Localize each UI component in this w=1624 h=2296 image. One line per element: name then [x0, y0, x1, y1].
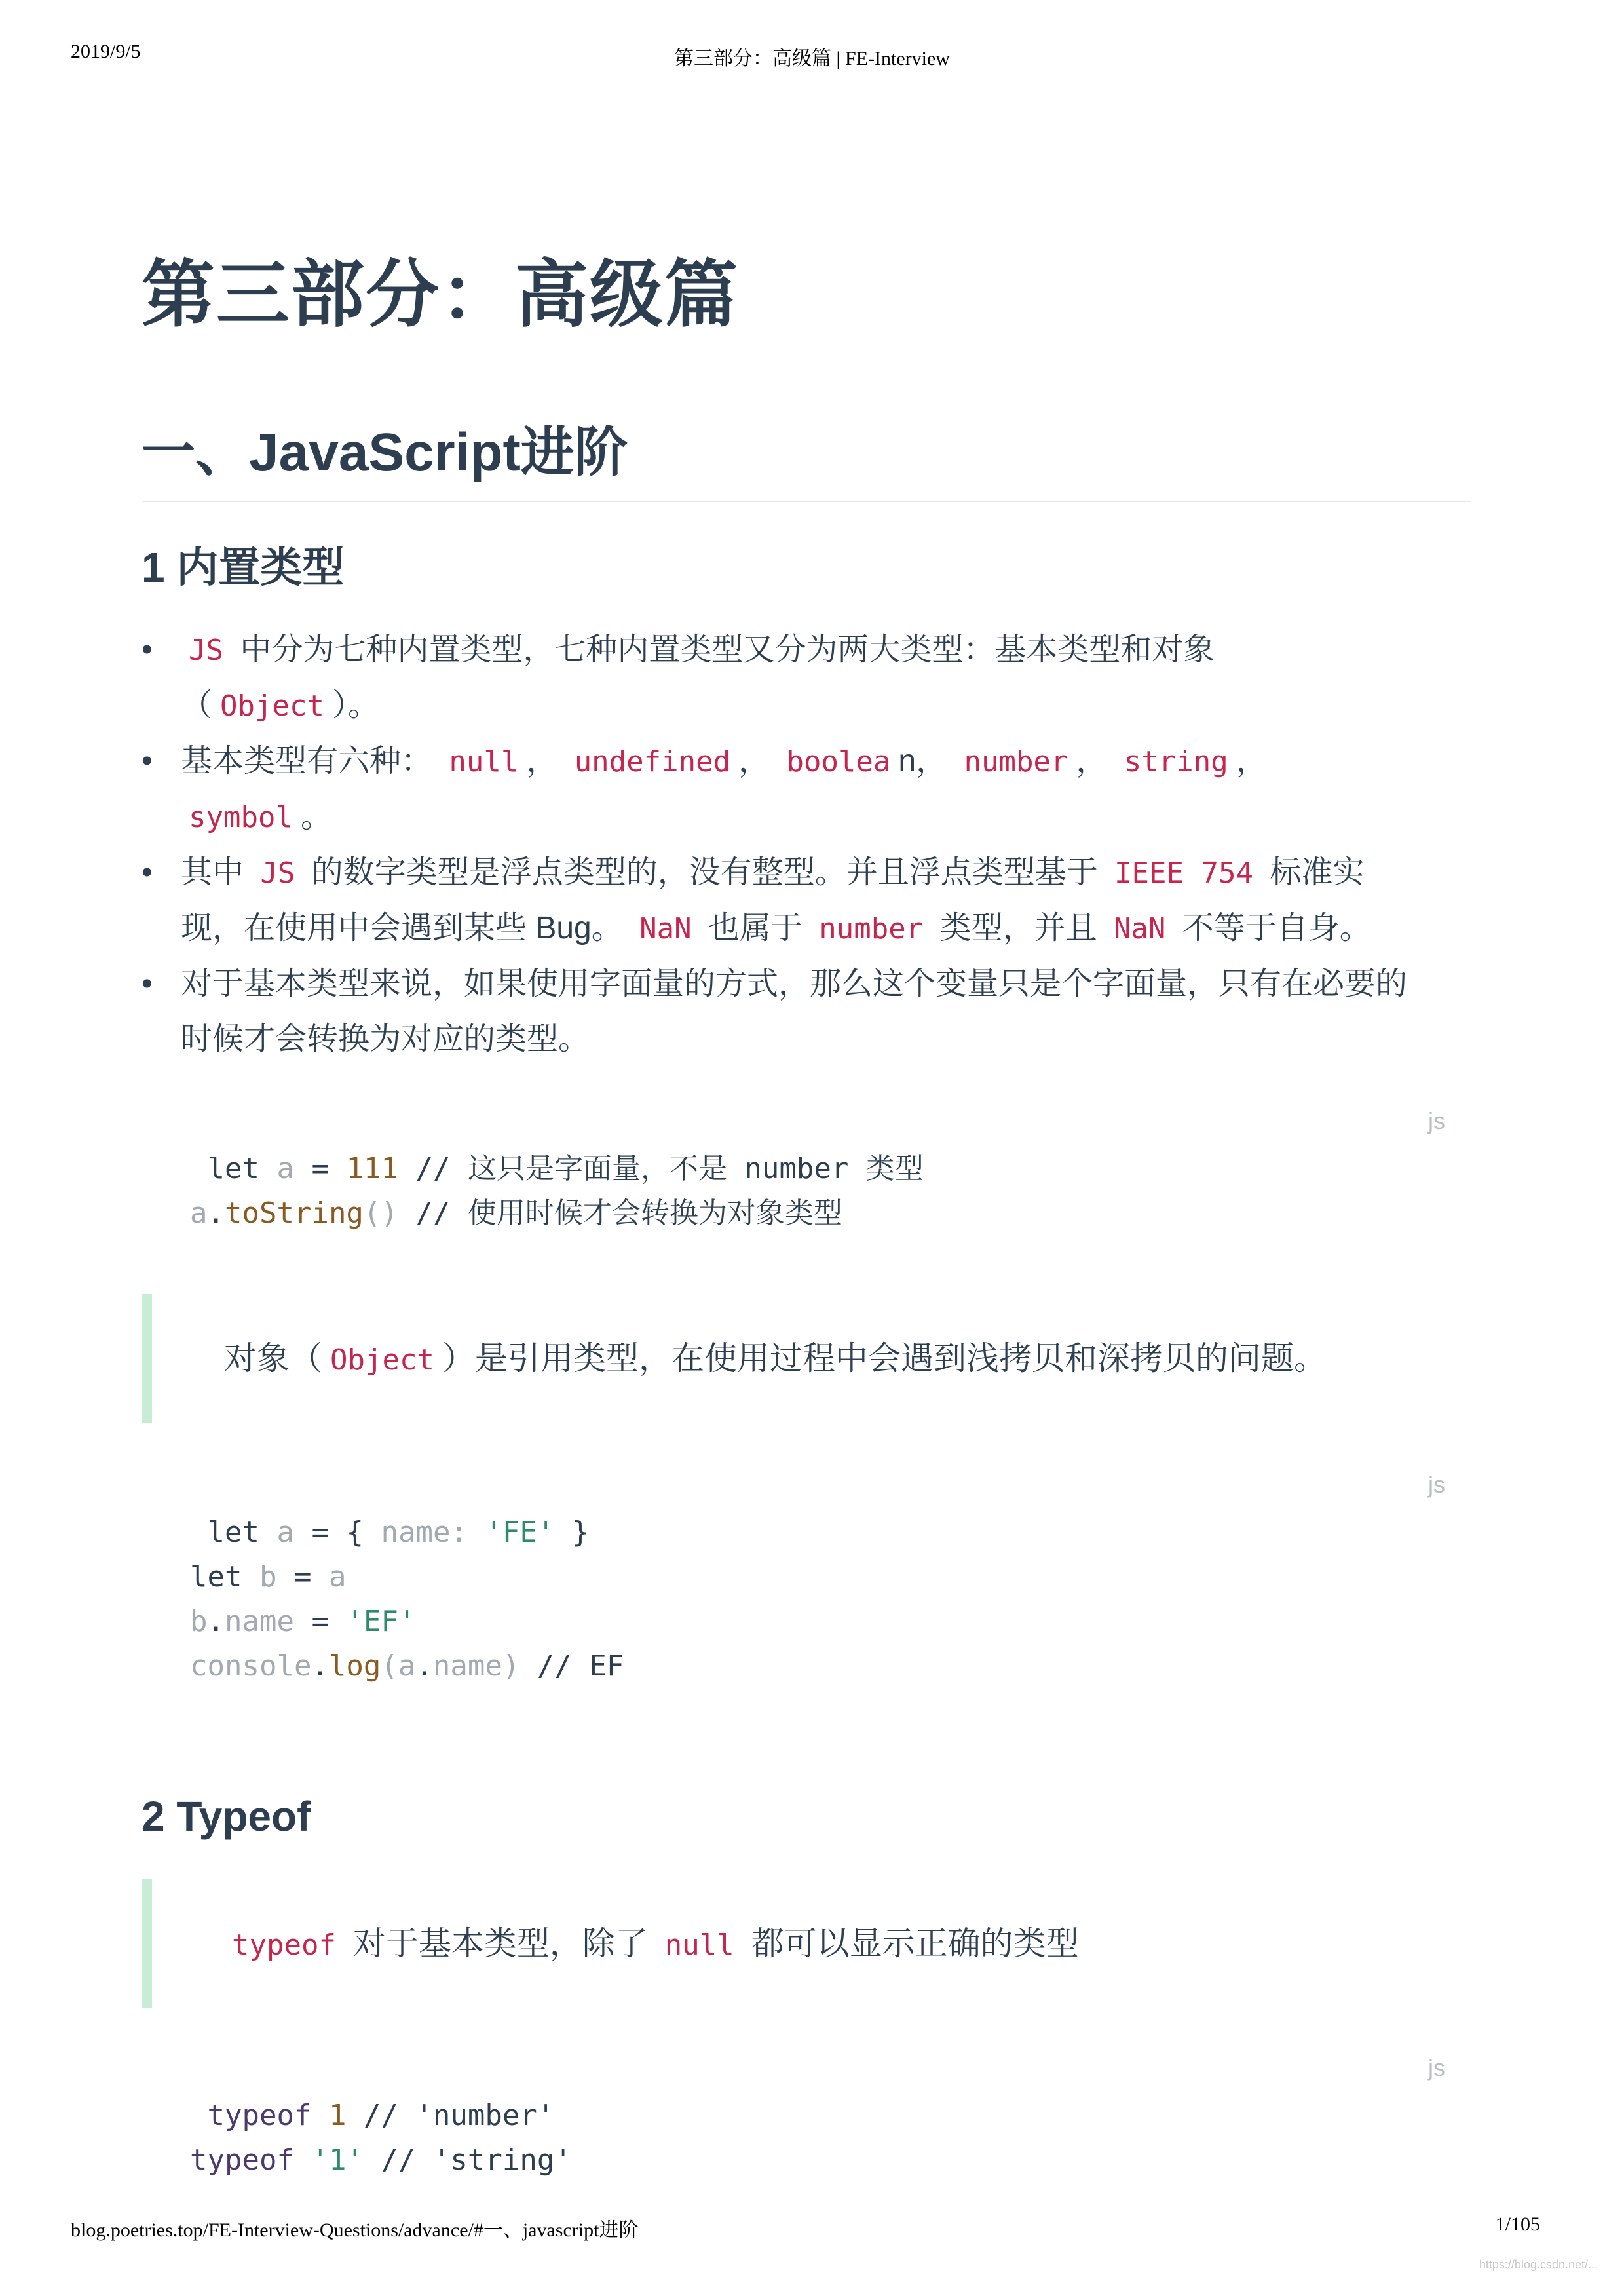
text: ， [526, 744, 558, 778]
text: （ [181, 688, 213, 723]
text: ）。 [331, 688, 379, 723]
quote-text [224, 1879, 1079, 2010]
text: ， [738, 744, 770, 778]
quote-text [224, 1294, 1327, 1425]
code-brace: } [571, 1516, 590, 1549]
list-item [142, 734, 1471, 845]
subheading-typeof: 2 Typeof [142, 1793, 311, 1840]
text: 类型，并且 [939, 911, 1097, 946]
blockquote-object [142, 1294, 1482, 1423]
list-item [142, 622, 1471, 734]
text: 的数字类型是浮点类型的，没有整型。并且浮点类型基于 [311, 855, 1098, 890]
code-keyword: let [207, 1152, 259, 1185]
code-property: name [225, 1605, 294, 1638]
text: 其中 [181, 855, 244, 890]
text: 。 [300, 799, 332, 834]
code-property: name: [381, 1516, 468, 1549]
inline-code: string [1124, 745, 1228, 778]
code-paren: ) [502, 1649, 520, 1683]
inline-code: boolea [786, 745, 891, 778]
inline-code: number [964, 745, 1068, 778]
code-operator: . [207, 1605, 225, 1638]
builtin-types-list [142, 622, 1471, 1067]
code-operator: = [293, 1560, 312, 1594]
code-property: name [432, 1649, 502, 1683]
inline-code: null [449, 745, 519, 778]
code-operator: . [207, 1196, 225, 1230]
code-comment: // 使用时候才会转换为对象类型 [415, 1196, 842, 1230]
code-lines [190, 1147, 924, 1236]
print-page-number: 1/105 [1495, 2213, 1540, 2235]
code-keyword: let [207, 1516, 259, 1549]
code-number: 111 [346, 1152, 398, 1185]
text: 对于基本类型来说，如果使用字面量的方式，那么这个变量只是个字面量，只有在必要的 [181, 966, 1408, 1001]
watermark: https://blog.csdn.net/... [1479, 2258, 1598, 2271]
text: 基本类型有六种： [181, 744, 433, 778]
inline-code: Object [330, 1343, 434, 1377]
inline-code: symbol [189, 801, 293, 834]
code-variable: a [398, 1649, 416, 1683]
inline-code: null [664, 1928, 734, 1962]
inline-code: typeof [232, 1928, 336, 1962]
code-keyword: typeof [207, 2099, 312, 2132]
code-language-label: js [1428, 1107, 1445, 1134]
code-keyword: let [190, 1560, 242, 1594]
code-string: '1' [311, 2143, 364, 2177]
code-variable: b [259, 1560, 277, 1594]
code-string: 'EF' [346, 1605, 416, 1638]
code-comment: // 'number' [363, 2099, 555, 2132]
code-string: 'FE' [485, 1516, 555, 1549]
code-paren: () [363, 1196, 398, 1230]
code-function: toString [225, 1196, 364, 1230]
inline-code: JS [189, 634, 223, 667]
code-language-label: js [1428, 1471, 1445, 1498]
code-operator: . [311, 1649, 329, 1683]
code-block-reference [142, 1471, 1471, 1694]
text: ， [1236, 744, 1268, 778]
text: 现，在使用中会遇到某些 Bug。 [181, 911, 623, 946]
code-lines [190, 2094, 572, 2183]
code-comment: // 这只是字面量，不是 number 类型 [415, 1152, 924, 1185]
code-number: 1 [328, 2099, 347, 2132]
print-url: blog.poetries.top/FE-Interview-Questions/advance/#一、javascript进阶 [71, 2219, 639, 2241]
code-block-literal [142, 1107, 1471, 1238]
inline-code: IEEE 754 [1114, 856, 1253, 890]
text: 不等于自身。 [1182, 911, 1371, 946]
text: 时候才会转换为对应的类型。 [181, 1022, 590, 1056]
code-lines [190, 1510, 624, 1689]
inline-code: Object [220, 689, 324, 723]
text: ）是引用类型，在使用过程中会遇到浅拷贝和深拷贝的问题。 [442, 1340, 1327, 1377]
print-title: 第三部分：高级篇 | FE-Interview [674, 48, 950, 69]
text: 标准实 [1270, 855, 1365, 890]
code-operator: = [311, 1516, 329, 1549]
code-operator: = [311, 1605, 329, 1638]
text: 都可以显示正确的类型 [751, 1925, 1079, 1962]
inline-code: NaN [1113, 912, 1166, 946]
code-paren: ( [381, 1649, 398, 1683]
text: 对于基本类型，除了 [352, 1925, 648, 1962]
code-variable: a [276, 1516, 294, 1549]
code-block-typeof [142, 2054, 1471, 2185]
code-operator: = [311, 1152, 329, 1185]
list-item [142, 845, 1471, 957]
text: 也属于 [708, 911, 803, 946]
code-variable: a [276, 1152, 294, 1185]
text: 对象（ [224, 1340, 322, 1377]
code-language-label: js [1428, 2054, 1445, 2081]
page-title: 第三部分：高级篇 [142, 254, 739, 335]
section-heading: 一、JavaScript进阶 [142, 410, 1471, 502]
code-variable: a [328, 1560, 347, 1594]
text: n， [898, 744, 948, 778]
code-comment: // 'string' [381, 2143, 572, 2177]
inline-code: NaN [639, 912, 692, 946]
inline-code: JS [260, 856, 295, 890]
inline-code: undefined [574, 745, 731, 778]
text: ， [1076, 744, 1108, 778]
inline-code: number [819, 912, 924, 946]
code-variable: console [190, 1649, 312, 1683]
blockquote-typeof [142, 1879, 1482, 2008]
list-item [142, 957, 1471, 1067]
print-date: 2019/9/5 [71, 41, 141, 62]
code-operator: . [415, 1649, 433, 1683]
code-variable: b [190, 1605, 208, 1638]
text: 中分为七种内置类型，七种内置类型又分为两大类型：基本类型和对象 [240, 632, 1215, 667]
code-function: log [328, 1649, 381, 1683]
code-keyword: typeof [190, 2143, 294, 2177]
code-variable: a [190, 1196, 208, 1230]
code-brace: { [346, 1516, 364, 1549]
code-comment: // EF [537, 1649, 624, 1683]
subheading-builtin-types: 1 内置类型 [142, 544, 345, 591]
